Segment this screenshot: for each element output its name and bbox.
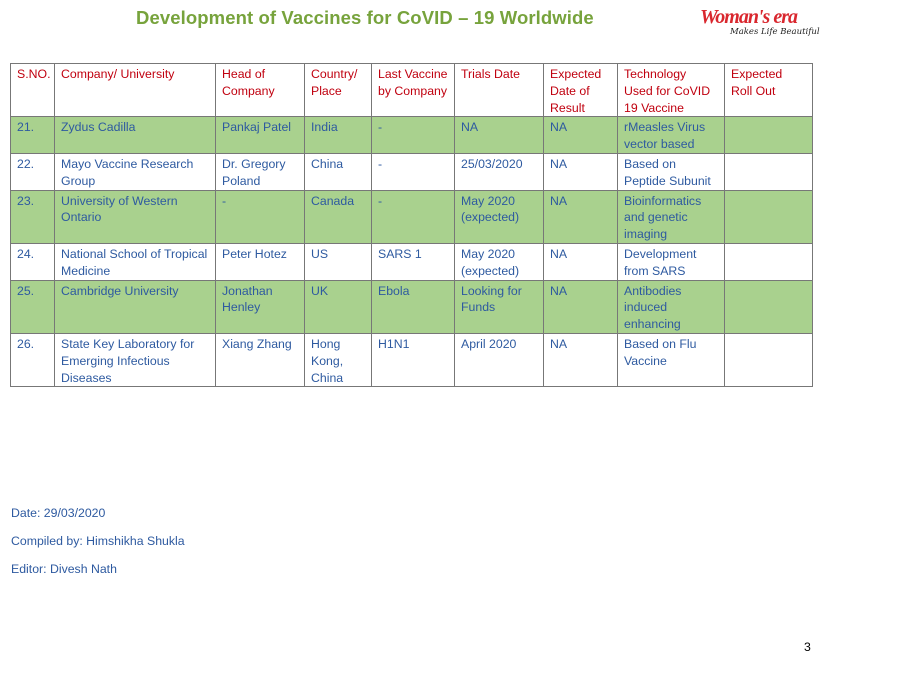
cell-head: Dr. Gregory Poland (216, 153, 305, 190)
cell-trials: NA (455, 117, 544, 154)
table-row (11, 117, 813, 154)
header-cell-country: Country/ Place (305, 64, 372, 117)
header-cell-rollout: Expected Roll Out (725, 64, 813, 117)
cell-company: Cambridge University (55, 280, 216, 333)
cell-company: Mayo Vaccine Research Group (55, 153, 216, 190)
table-row (11, 333, 813, 386)
header-cell-last-vaccine: Last Vaccine by Company (372, 64, 455, 117)
cell-rollout (725, 280, 813, 333)
cell-technology: rMeasles Virus vector based (618, 117, 725, 154)
cell-company: National School of Tropical Medicine (55, 243, 216, 280)
footer-compiled-by: Compiled by: Himshikha Shukla (11, 534, 185, 548)
cell-country: China (305, 153, 372, 190)
header-cell-trials: Trials Date (455, 64, 544, 117)
page-title: Development of Vaccines for CoVID – 19 Worldwide (136, 7, 594, 28)
cell-sno: 26. (11, 333, 55, 386)
logo-tagline: Makes Life Beautiful (730, 27, 820, 37)
cell-technology: Development from SARS (618, 243, 725, 280)
cell-trials: May 2020 (expected) (455, 190, 544, 243)
header-cell-result: Expected Date of Result (544, 64, 618, 117)
cell-last-vaccine: Ebola (372, 280, 455, 333)
cell-country: Hong Kong, China (305, 333, 372, 386)
table-row (11, 243, 813, 280)
womans-era-logo (700, 6, 820, 42)
cell-head: Pankaj Patel (216, 117, 305, 154)
footer-date: Date: 29/03/2020 (11, 506, 106, 520)
cell-technology: Bioinformatics and genetic imaging (618, 190, 725, 243)
cell-trials: April 2020 (455, 333, 544, 386)
cell-sno: 23. (11, 190, 55, 243)
cell-last-vaccine: H1N1 (372, 333, 455, 386)
cell-sno: 21. (11, 117, 55, 154)
logo-wordmark: Woman's era (700, 6, 797, 28)
header-cell-sno: S.NO. (11, 64, 55, 117)
cell-head: - (216, 190, 305, 243)
cell-last-vaccine: - (372, 153, 455, 190)
header-cell-head: Head of Company (216, 64, 305, 117)
cell-rollout (725, 117, 813, 154)
footer-editor: Editor: Divesh Nath (11, 562, 117, 576)
cell-trials: 25/03/2020 (455, 153, 544, 190)
cell-last-vaccine: - (372, 190, 455, 243)
cell-sno: 24. (11, 243, 55, 280)
cell-head: Jonathan Henley (216, 280, 305, 333)
cell-company: Zydus Cadilla (55, 117, 216, 154)
cell-company: University of Western Ontario (55, 190, 216, 243)
cell-rollout (725, 243, 813, 280)
cell-trials: May 2020 (expected) (455, 243, 544, 280)
cell-country: UK (305, 280, 372, 333)
cell-rollout (725, 333, 813, 386)
cell-country: Canada (305, 190, 372, 243)
cell-company: State Key Laboratory for Emerging Infectious Diseases (55, 333, 216, 386)
cell-rollout (725, 153, 813, 190)
cell-sno: 22. (11, 153, 55, 190)
cell-last-vaccine: - (372, 117, 455, 154)
header-cell-company: Company/ University (55, 64, 216, 117)
cell-trials: Looking for Funds (455, 280, 544, 333)
cell-country: US (305, 243, 372, 280)
cell-technology: Based on Peptide Subunit (618, 153, 725, 190)
header-cell-technology: Technology Used for CoVID 19 Vaccine (618, 64, 725, 117)
page-number: 3 (804, 640, 811, 654)
cell-result: NA (544, 243, 618, 280)
cell-result: NA (544, 117, 618, 154)
table-row (11, 190, 813, 243)
cell-head: Peter Hotez (216, 243, 305, 280)
cell-result: NA (544, 190, 618, 243)
cell-result: NA (544, 280, 618, 333)
cell-head: Xiang Zhang (216, 333, 305, 386)
table-row (11, 153, 813, 190)
table-header-row (11, 64, 813, 117)
cell-technology: Based on Flu Vaccine (618, 333, 725, 386)
cell-last-vaccine: SARS 1 (372, 243, 455, 280)
cell-rollout (725, 190, 813, 243)
cell-technology: Antibodies induced enhancing (618, 280, 725, 333)
cell-result: NA (544, 333, 618, 386)
cell-country: India (305, 117, 372, 154)
vaccine-table (10, 63, 813, 387)
cell-result: NA (544, 153, 618, 190)
table-row (11, 280, 813, 333)
cell-sno: 25. (11, 280, 55, 333)
